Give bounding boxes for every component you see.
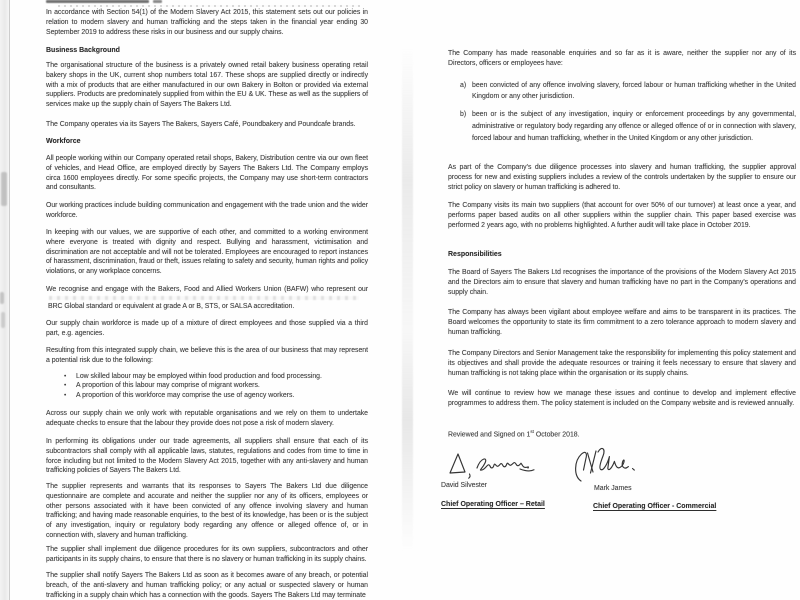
signatory-name: Mark James bbox=[594, 485, 632, 492]
paragraph-warrants: The supplier represents and warrants that its responses to Sayers The Bakers Ltd due diligence questionnaire are complete and accurate and neither the supplier nor any of its officers, employees or other persons associated with it have been convicted of any offence involving slavery and human trafficking; and having made reasonable enquiries, to the best of its knowledge, has been or is the subject of any investigation, inquiry or regulatory body regarding any offence or alleged offence of, or in connection with, slavery and human trafficking. bbox=[46, 483, 368, 539]
paragraph-notify: The supplier shall notify Sayers The Bakers Ltd as soon as it becomes aware of any breach, or potential breach, of the anti-slavery and human trafficking policy; or any actual or suspected slavery or human trafficking in a supply chain which has a connection with the goods. Sayers The Bakers Ltd may terminate bbox=[46, 572, 368, 599]
paragraph-obligations: In performing its obligations under our trade agreements, all suppliers shall ensure that each of its subcontractors shall comply with all applicable laws, statutes, regulations and codes from time to time in force including but not limited to the Modern Slavery Act 2015, together with any anti-slavery and human trafficking policies of Sayers The Bakers Ltd. bbox=[46, 438, 368, 475]
list-marker: b) bbox=[460, 111, 467, 118]
bullet-dot-icon: • bbox=[64, 391, 67, 399]
signed-date-post: October 2018. bbox=[533, 431, 580, 439]
scan-smudge bbox=[1, 172, 7, 206]
signed-date-pre: Reviewed and Signed on 1 bbox=[448, 431, 531, 439]
list-item-a bbox=[460, 81, 796, 102]
heading-responsibilities: Responsibilities bbox=[448, 251, 502, 258]
paragraph-reputable: Across our supply chain we only work with reputable organisations and we rely on them to undertake adequate checks to ensure that the labour they provide does not pose a risk of modern slavery. bbox=[46, 410, 368, 427]
signatory-title: Chief Operating Officer – Retail bbox=[441, 501, 545, 508]
paragraph-org-structure: The organisational structure of the business is a privately owned retail bakery business operating retail bakery shops in the UK, current shop numbers total 167. These shops are supplied directly or indirectly with a mix of products that are either manufactured in our own Bakery in Bolton or provided via external suppliers. Products are predominately supplied from within the EU & UK. These as well as the suppliers of services make up the supply chain of Sayers The Bakers Ltd. bbox=[46, 62, 368, 109]
reviewed-signed-line bbox=[448, 429, 580, 438]
signature-mark-james bbox=[572, 443, 656, 485]
paragraph-review: We will continue to review how we manage these issues and continue to develop and implement effective programmes to address them. The policy statement is included on the Company website and is reviewed annually. bbox=[448, 390, 796, 407]
bullet-text: A proportion of this workforce may comprise the use of agency workers. bbox=[76, 391, 295, 399]
clipped-text-fragment bbox=[46, 0, 149, 3]
paragraph-intro: In accordance with Section 54(1) of the Modern Slavery Act 2015, this statement sets out our policies in relation to modern slavery and human trafficking and the steps taken in the financial year ending 30 September 2019 to address these risks in our business and our supply chains. bbox=[46, 9, 368, 36]
bullet-item bbox=[64, 391, 364, 400]
bullet-item bbox=[64, 372, 364, 381]
paragraph-workforce-3: In keeping with our values, we are supportive of each other, and committed to a working environment where everyone is treated with dignity and respect. Bullying and harassment, victimisation and discrimination are not acceptable and will not be tolerated. Employees are encouraged to report instances of harassment, discrimination, fraud or theft, issues relating to safety and security, human rights and policy violations, or any workplace concerns. bbox=[46, 229, 368, 276]
paragraph-workforce-2: Our working practices include building communication and engagement with the trade union and the wider workforce. bbox=[46, 202, 368, 219]
paragraph-union-line2: BRC Global standard or equivalent at grade A or B, STS, or SALSA accreditation. bbox=[48, 303, 295, 310]
paragraph-due-diligence-process: As part of the Company’s due diligence processes into slavery and human trafficking, the supplier approval process for new and existing suppliers includes a review of the controls undertaken by the supplier to ensure our strict policy on slavery or human trafficking is adhered to. bbox=[448, 164, 796, 191]
signatory-title: Chief Operating Officer - Commercial bbox=[593, 503, 717, 510]
list-marker: a) bbox=[460, 82, 467, 89]
clipped-text-fragment bbox=[58, 5, 360, 7]
paragraph-supplier-visits: The Company visits its main two suppliers (that account for over 50% of our turnover) at least once a year, and performs paper based audits on all other suppliers within the supplier chain. This paper based exercise was performed 2 years ago, with no problems highlighted. A further audit will take place in October 2019. bbox=[448, 202, 796, 229]
list-item-b bbox=[460, 109, 796, 145]
paragraph-due-diligence: The supplier shall implement due diligence procedures for its own suppliers, subcontractors and other participants in its supply chains, to ensure that there is no slavery or human trafficking in its supply chains. bbox=[46, 546, 368, 563]
paragraph-enquiries-intro: The Company has made reasonable enquiries and so far as it is aware, neither the supplier nor any of its Directors, officers or employees have: bbox=[448, 50, 796, 67]
list-text: been or is the subject of any investigation, inquiry or enforcement proceedings by any governmental, administrative or regulatory body regarding any offence or alleged offence of or in connection with slavery, forced labour and human trafficking, whether in the United Kingdom or any other jurisdiction. bbox=[472, 111, 796, 142]
scan-page-seam bbox=[402, 0, 413, 600]
signatory-name: David Silvester bbox=[441, 482, 487, 489]
paragraph-board: The Board of Sayers The Bakers Ltd recognises the importance of the provisions of the Modern Slavery Act 2015 and the Directors aim to ensure that slavery and human trafficking have no part in the Company’s operations and supply chain. bbox=[448, 269, 796, 296]
paragraph-union-line1: We recognise and engage with the Bakers, Food and Allied Workers Union (BAFW) who represent our bbox=[46, 286, 368, 293]
bullet-text: Low skilled labour may be employed within food production and food processing. bbox=[76, 373, 322, 380]
paragraph-supply-chain-mix: Our supply chain workforce is made up of a mixture of direct employees and those supplied via a third part, e.g. agencies. bbox=[46, 320, 368, 337]
paragraph-risk-intro: Resulting from this integrated supply chain, we believe this is the area of our business that may represent a potential risk due to the following: bbox=[46, 347, 368, 364]
signed-date-ordinal: st bbox=[530, 429, 534, 434]
heading-workforce: Workforce bbox=[46, 138, 81, 145]
bullet-item bbox=[64, 381, 364, 390]
paragraph-brands: The Company operates via its Sayers The Bakers, Sayers Café, Poundbakery and Poundcafe brands. bbox=[46, 121, 356, 128]
list-text: been convicted of any offence involving slavery, forced labour or human trafficking whether in the United Kingdom or any other jurisdiction. bbox=[472, 82, 796, 100]
bullet-text: A proportion of this labour may comprise of migrant workers. bbox=[76, 382, 260, 390]
scan-smudge bbox=[1, 312, 5, 328]
signature-david-silvester bbox=[442, 450, 538, 484]
paragraph-directors: The Company Directors and Senior Management take the responsibility for implementing this policy statement and its objectives and shall provide the adequate resources or training it feels necessary to ensure that slavery and human trafficking is not taking place within the organisation or its supply chains. bbox=[448, 350, 796, 377]
paragraph-vigilant: The Company has always been vigilant about employee welfare and aims to be transparent in its practices. The Board welcomes the opportunity to state its firm commitment to a zero tolerance approach to modern slavery and human trafficking. bbox=[448, 309, 796, 336]
faded-scan-line bbox=[49, 296, 359, 301]
risk-bullet-list bbox=[64, 372, 364, 400]
scan-smudge bbox=[0, 292, 4, 304]
bullet-dot-icon: • bbox=[64, 382, 67, 390]
bullet-dot-icon: • bbox=[64, 373, 67, 380]
heading-business-background: Business Background bbox=[46, 47, 120, 54]
clipped-text-fragment bbox=[153, 0, 162, 3]
paragraph-workforce-1: All people working within our Company operated retail shops, Bakery, Distribution centre via our own fleet of vehicles, and Head Office, are employed directly by Sayers The Bakers Ltd. The Company employs circa 1600 employees directly. For some specific projects, the Company may use short-term contractors and consultants. bbox=[46, 155, 368, 192]
